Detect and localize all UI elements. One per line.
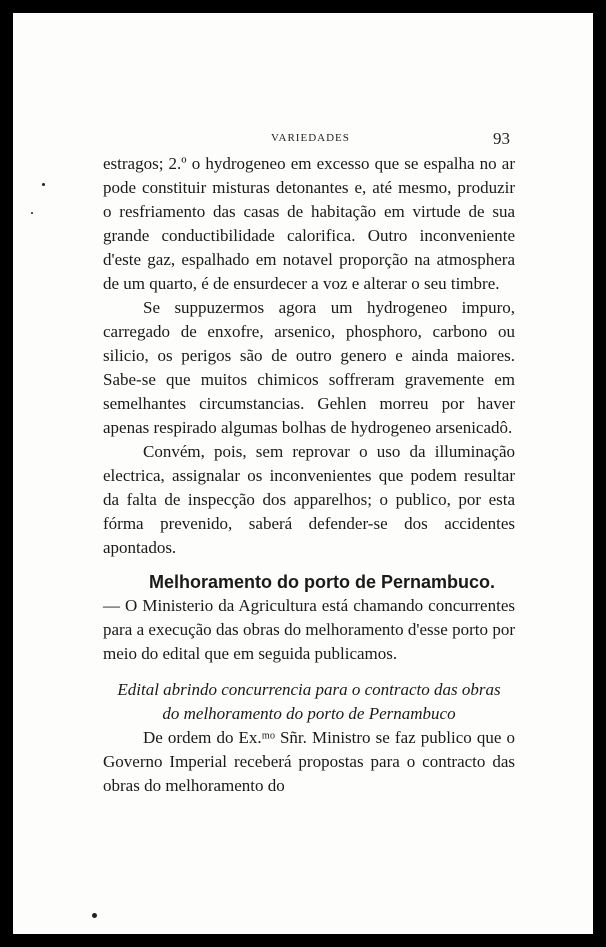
scan-speck	[42, 183, 45, 186]
paragraph-edital-order: De ordem do Ex.ᵐᵒ Sñr. Ministro se faz publico que o Governo Imperial receberá propostas para o contracto das obras do melhoramento do	[103, 728, 515, 795]
book-page	[13, 13, 593, 934]
paragraph-ministry-notice: — O Ministerio da Agricultura está chamando concurrentes para a execução das obras do melhoramento d'esse porto por meio do edital que em seguida publicamos.	[103, 596, 515, 663]
paragraph-electric-lighting: Convém, pois, sem reprovar o uso da illuminação electrica, assignalar os inconvenientes que podem resultar da falta de inspecção dos apparelhos; o publico, por esta fórma prevenido, saberá defender-se dos accidentes apontados.	[103, 442, 515, 557]
edital-title-line-1: Edital abrindo concurrencia para o contracto das obras	[117, 680, 501, 699]
paragraph-hydrogen-risks: estragos; 2.º o hydrogeneo em excesso que se espalha no ar pode constituir misturas detonantes e, até mesmo, produzir o resfriamento das casas de habitação em virtude de sua grande conductibilidade calorifica. Outro inconveniente d'este gaz, espalhado em notavel proporção na atmosphera de um quarto, é de ensurdecer a voz e alterar o seu timbre.	[103, 154, 515, 293]
running-title: VARIEDADES	[271, 132, 350, 144]
body-text	[103, 152, 515, 798]
edital-title	[103, 678, 515, 726]
paragraph-impure-hydrogen: Se suppuzermos agora um hydrogeneo impuro, carregado de enxofre, arsenico, phosphoro, carbono ou silicio, os perigos são de outro genero e ainda maiores. Sabe-se que muitos chimicos soffreram gravemente em semelhantes circumstancias. Gehlen morreu por haver apenas respirado algumas bolhas de hydrogeneo arsenicadô.	[103, 298, 515, 437]
edital-title-line-2: do melhoramento do porto de Pernambuco	[162, 704, 456, 723]
scan-speck	[31, 212, 33, 214]
scan-speck	[92, 913, 97, 918]
page-number: 93	[493, 129, 510, 148]
section-heading: Melhoramento do porto de Pernambuco.	[148, 572, 496, 592]
